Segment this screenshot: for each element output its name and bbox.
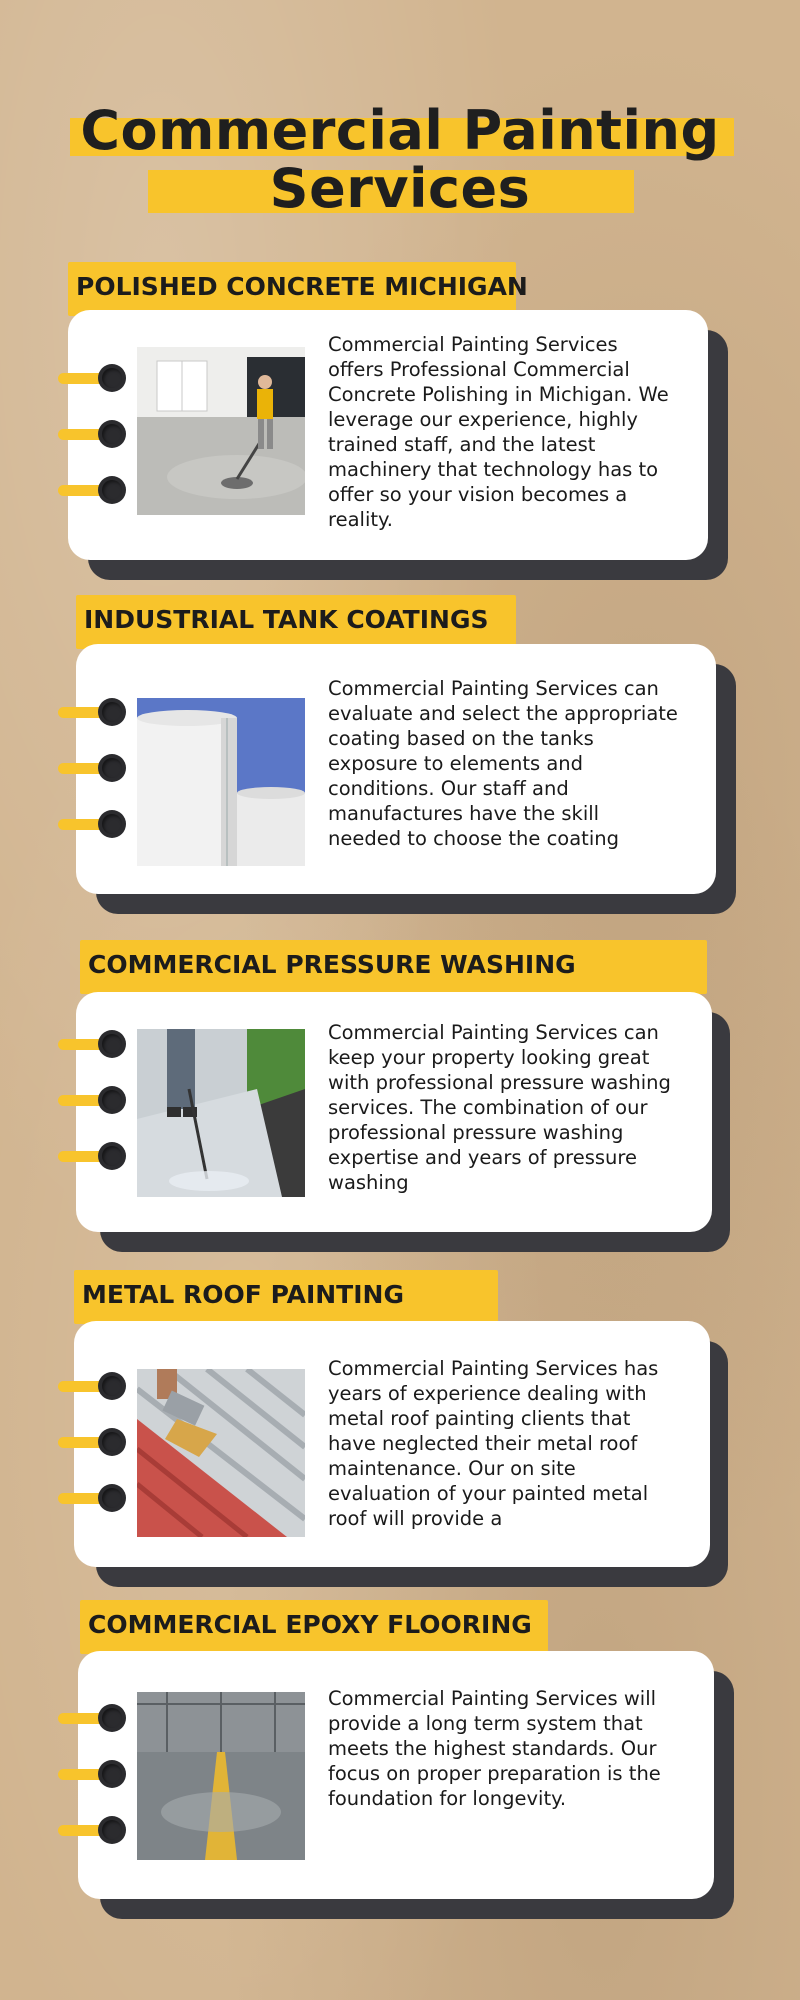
- section-heading: INDUSTRIAL TANK COATINGS: [76, 595, 516, 649]
- binder-ring-icon: [58, 1484, 128, 1512]
- binder-ring-icon: [58, 420, 128, 448]
- pressure-washing-photo: [137, 1029, 305, 1197]
- service-description: Commercial Painting Services can keep your property looking great with professional pressure washing services. The combination of our professional pressure washing expertise and years of pressure washing: [328, 1021, 671, 1194]
- binder-ring-icon: [58, 1760, 128, 1788]
- binder-ring-icon: [58, 364, 128, 392]
- concrete-polishing-photo: [137, 347, 305, 515]
- section-heading: COMMERCIAL PRESSURE WASHING: [80, 940, 707, 994]
- binder-ring-icon: [58, 1372, 128, 1400]
- storage-tanks-photo: [137, 698, 305, 866]
- binder-ring-icon: [58, 1428, 128, 1456]
- service-description: Commercial Painting Services offers Professional Commercial Concrete Polishing in Michigan. We leverage our experience, highly trained staff, and the latest machinery that technology has to offer so your vision becomes a reality.: [328, 333, 669, 531]
- section-heading: COMMERCIAL EPOXY FLOORING: [80, 1600, 548, 1654]
- epoxy-floor-photo: [137, 1692, 305, 1860]
- binder-ring-icon: [58, 698, 128, 726]
- service-description: Commercial Painting Services has years of experience dealing with metal roof painting clients that have neglected their metal roof maintenance. Our on site evaluation of your painted metal roof will provide a: [328, 1357, 659, 1530]
- binder-ring-icon: [58, 810, 128, 838]
- title-line-2: Services: [269, 157, 531, 220]
- binder-ring-icon: [58, 1142, 128, 1170]
- binder-ring-icon: [58, 1704, 128, 1732]
- binder-ring-icon: [58, 1030, 128, 1058]
- metal-roof-painting-photo: [137, 1369, 305, 1537]
- section-heading: METAL ROOF PAINTING: [74, 1270, 498, 1324]
- binder-ring-icon: [58, 1816, 128, 1844]
- section-heading: POLISHED CONCRETE MICHIGAN: [68, 262, 516, 316]
- service-description: Commercial Painting Services will provide a long term system that meets the highest standards. Our focus on proper preparation is the foundation for longevity.: [328, 1687, 661, 1810]
- service-description: Commercial Painting Services can evaluate and select the appropriate coating based on the tanks exposure to elements and conditions. Our staff and manufactures have the skill needed to choose the coating: [328, 677, 678, 850]
- binder-ring-icon: [58, 476, 128, 504]
- title-line-1: Commercial Painting: [80, 99, 720, 162]
- binder-ring-icon: [58, 754, 128, 782]
- binder-ring-icon: [58, 1086, 128, 1114]
